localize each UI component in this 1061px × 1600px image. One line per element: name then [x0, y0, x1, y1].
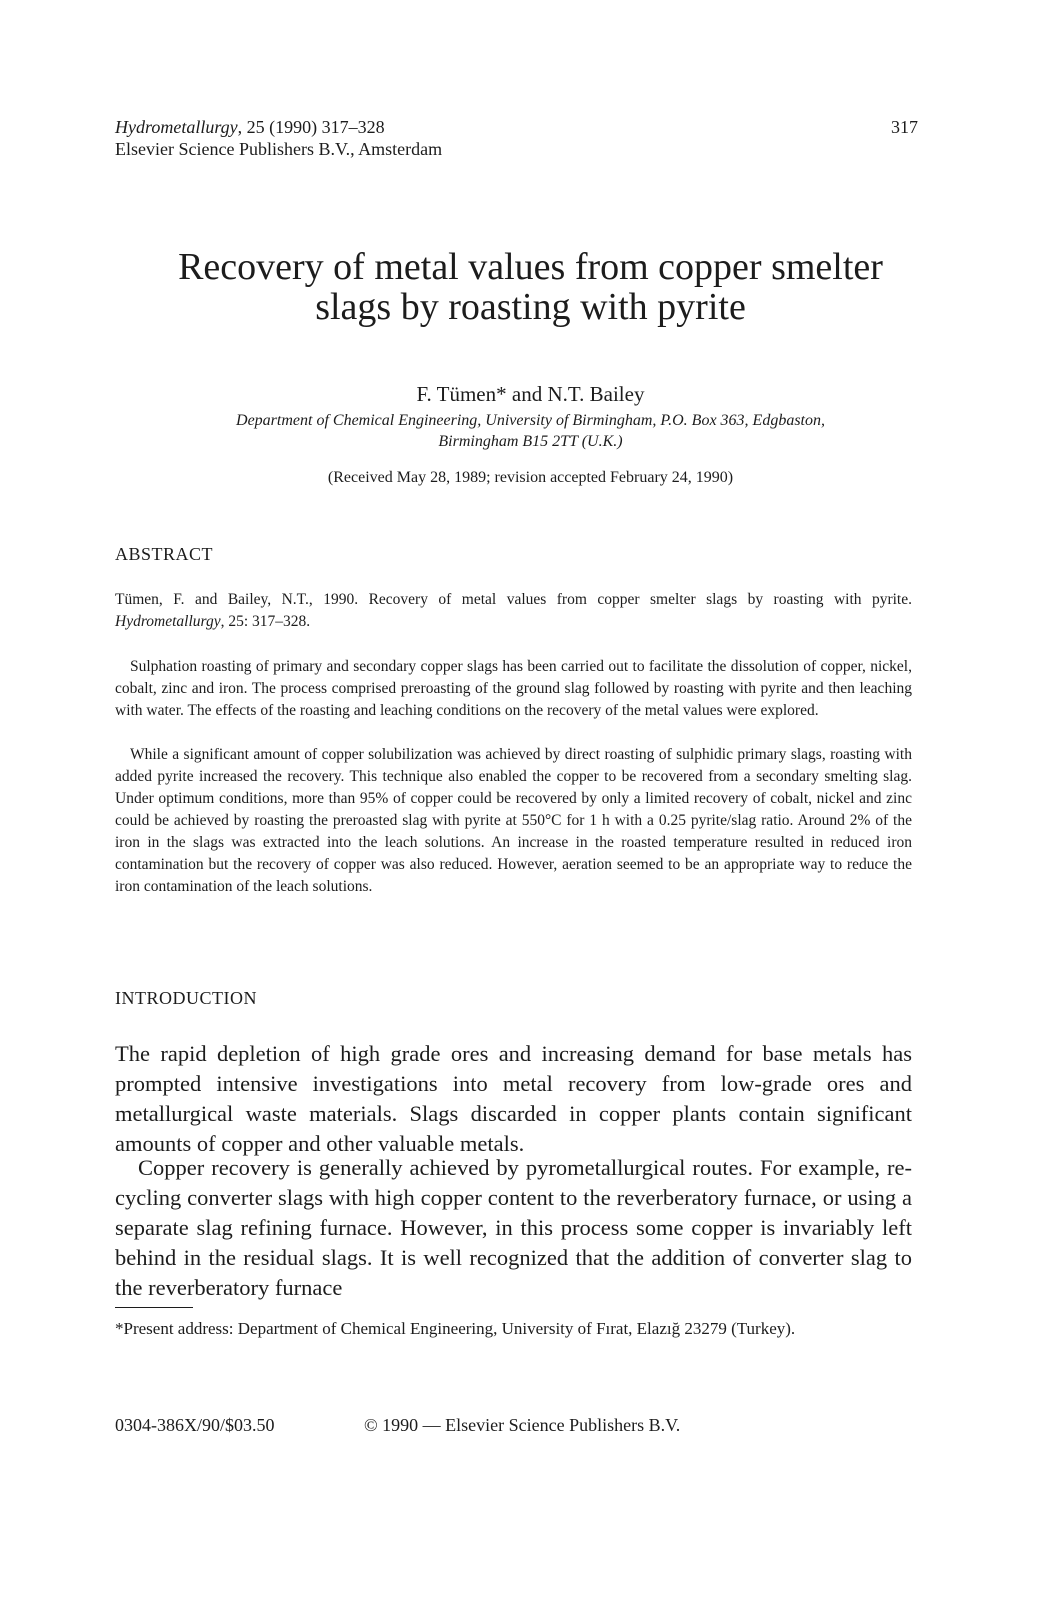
footnote: *Present address: Department of Chemical Engineering, University of Fırat, Elazığ 23279 (Turkey). — [115, 1319, 796, 1338]
reference-pages: , 25: 317–328. — [220, 613, 311, 630]
introduction-heading: INTRODUCTION — [115, 988, 257, 1008]
issn-price: 0304-386X/90/$03.50 — [115, 1415, 275, 1435]
introduction-paragraph-2: Copper recovery is generally achieved by pyrometallurgical routes. For example, re-cycling converter slags with high copper content to the reverberatory furnace, or using a separate slag refining furnace. However, in this process some copper is invariably left behind in the residual slags. It is well recognized that the addition of converter slag to the reverberatory furnace — [115, 1155, 912, 1300]
article-title-line-2: slags by roasting with pyrite — [315, 286, 746, 328]
received-dates: (Received May 28, 1989; revision accepted February 24, 1990) — [327, 469, 734, 486]
authors: F. Tümen* and N.T. Bailey — [416, 382, 645, 406]
journal-name: Hydrometallurgy — [115, 117, 238, 137]
footnote-rule — [115, 1307, 193, 1308]
abstract-reference — [115, 589, 912, 633]
abstract-paragraph-1: Sulphation roasting of primary and secondary copper slags has been carried out to facilitate the dissolution of copper, nickel, cobalt, zinc and iron. The process comprised preroasting of the ground slag followed by roasting with pyrite and then leaching with water. The effects of the roasting and leaching conditions on the recovery of the metal values were explored. — [115, 658, 912, 719]
page-number: 317 — [891, 117, 918, 137]
affiliation-line-2: Birmingham B15 2TT (U.K.) — [438, 433, 623, 450]
reference-journal: Hydrometallurgy — [115, 613, 221, 630]
introduction-paragraph-1: The rapid depletion of high grade ores and increasing demand for base metals has prompted intensive investigations into metal recovery from low-grade ores and metallurgical waste materials. Slags discarded in copper plants contain significant amounts of copper and other valuable metals. — [115, 1041, 912, 1156]
publisher-line: Elsevier Science Publishers B.V., Amsterdam — [115, 139, 443, 159]
copyright-line: © 1990 — Elsevier Science Publishers B.V. — [364, 1415, 681, 1435]
affiliation-line-1: Department of Chemical Engineering, University of Birmingham, P.O. Box 363, Edgbaston, — [236, 412, 825, 429]
article-title-line-1: Recovery of metal values from copper smelter — [178, 246, 883, 288]
abstract-heading: ABSTRACT — [115, 544, 214, 564]
journal-citation — [115, 116, 385, 138]
reference-text: Tümen, F. and Bailey, N.T., 1990. Recovery of metal values from copper smelter slags by roasting with pyrite. — [115, 591, 912, 608]
journal-volume-pages: , 25 (1990) 317–328 — [237, 117, 385, 137]
abstract-paragraph-2: While a significant amount of copper solubilization was achieved by direct roasting of sulphidic primary slags, roasting with added pyrite increased the recovery. This technique also enabled the copper to be recovered from a secondary smelting slag. Under optimum conditions, more than 95% of copper could be recovered by only a limited recovery of cobalt, nickel and zinc could be achieved by roasting the preroasted slag with pyrite at 550°C for 1 h with a 0.25 pyrite/slag ratio. Around 2% of the iron in the slags was extracted into the leach solutions. An increase in the roasted temperature resulted in reduced iron contamination but the recovery of copper was also reduced. However, aeration seemed to be an appropriate way to reduce the iron contamination of the leach solutions. — [115, 746, 912, 895]
